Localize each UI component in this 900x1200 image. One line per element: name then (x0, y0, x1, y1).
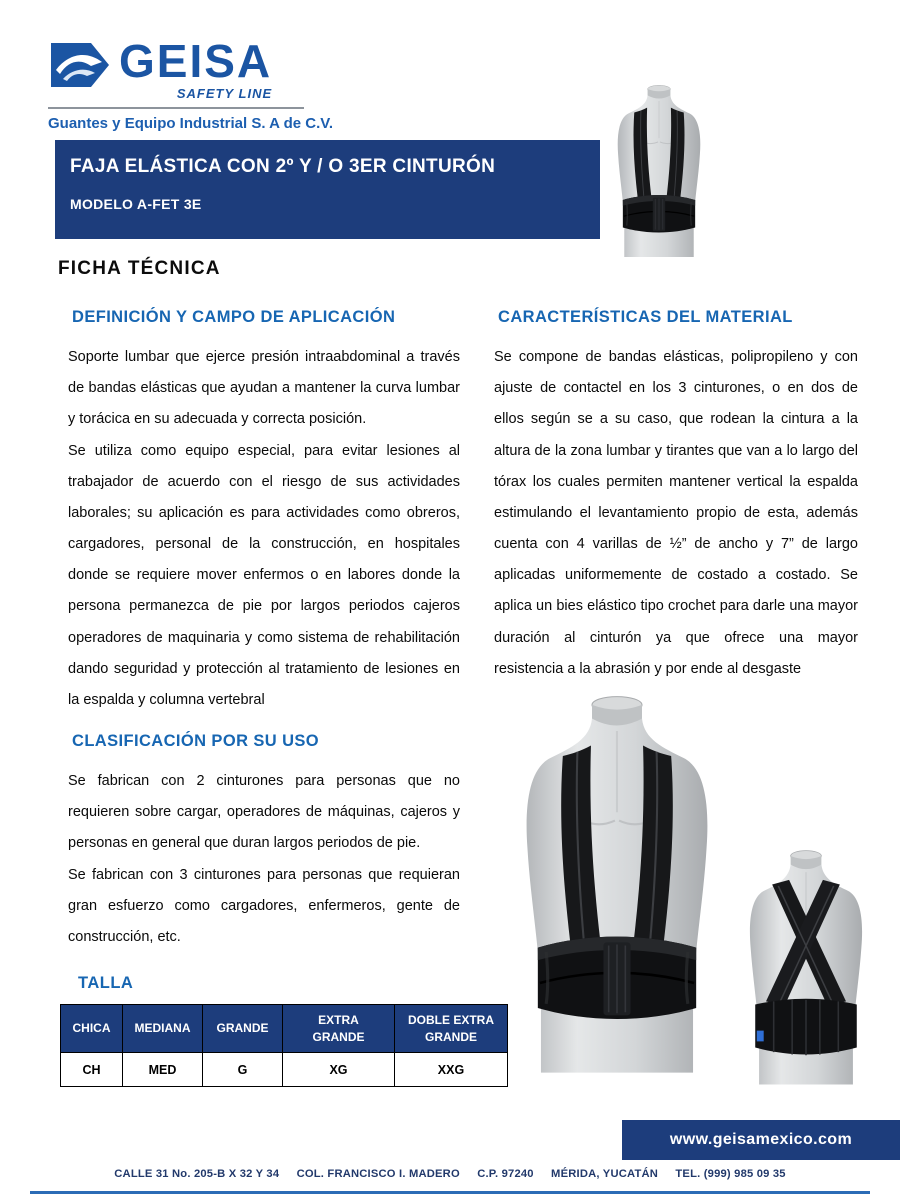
size-column-header-label: MEDIANA (134, 1021, 191, 1036)
material-heading: CARACTERÍSTICAS DEL MATERIAL (498, 308, 793, 326)
product-model: MODELO A-FET 3E (70, 196, 202, 212)
size-value-g: G (203, 1053, 283, 1087)
page-title: FICHA TÉCNICA (58, 258, 221, 279)
size-column-header-label: EXTRA GRANDE (312, 1013, 365, 1044)
brand-header (48, 35, 348, 132)
address-city: MÉRIDA, YUCATÁN (551, 1168, 659, 1180)
size-column-header-label: CHICA (72, 1021, 111, 1036)
address-postal-code: C.P. 97240 (477, 1168, 534, 1180)
size-value-xxg: XXG (395, 1053, 508, 1087)
size-column-header-grande (203, 1005, 283, 1053)
size-column-header-label: DOBLE EXTRA GRANDE (407, 1013, 494, 1044)
section-material (494, 308, 858, 685)
size-table (60, 1004, 508, 1087)
size-value-med: MED (123, 1053, 203, 1087)
product-title-banner (55, 140, 600, 239)
size-column-header-mediana (123, 1005, 203, 1053)
material-paragraph: Se compone de bandas elásticas, polipropileno y con ajuste de contactel en los 3 cinturones, o en dos de ellos según se a su caso, que rodean la cintura a la altura de la zona lumbar y tirantes que van a lo largo del tórax los cuales permiten mantener vertical la espalda estimulando el levantamiento propio de esta, además cuenta con 4 varillas de ½” de ancho y 7” de largo aplicadas uniformemente de costado a costado. Se aplica un bies elástico tipo crochet para darle una mayor duración al cinturón ya que ofrece una mayor resistencia a la abrasión y por ende al desgaste (494, 349, 858, 677)
brand-name: GEISA (119, 35, 273, 87)
address-line (0, 1168, 900, 1180)
product-photo-top-front-icon (598, 82, 720, 258)
section-classification (68, 732, 460, 953)
size-table-value-row (61, 1053, 508, 1087)
definition-paragraph-2: Se utiliza como equipo especial, para evitar lesiones al trabajador de acuerdo con el riesgo de sus actividades laborales; su aplicación es para actividades como obreros, cargadores, personal de la construcción, en hospitales donde se requiere mover enfermos o en labores donde la persona permanezca de pie por largos periodos cajeros operadores de maquinaria y como sistema de rehabilitación dando seguridad y protección al tratamiento de lesiones en la espalda y columna vertebral (68, 442, 460, 708)
product-photo-front-icon (492, 688, 742, 1076)
size-value-ch: CH (61, 1053, 123, 1087)
address-colonia: COL. FRANCISCO I. MADERO (296, 1168, 460, 1180)
brand-tagline: SAFETY LINE (176, 86, 273, 101)
product-photo-back-icon (726, 846, 886, 1086)
classification-heading: CLASIFICACIÓN POR SU USO (72, 732, 320, 750)
address-street: CALLE 31 No. 205-B X 32 Y 34 (114, 1168, 280, 1180)
sizes-heading: TALLA (78, 974, 134, 992)
address-phone: TEL. (999) 985 09 35 (675, 1168, 786, 1180)
geisa-logo-icon (48, 38, 112, 92)
logo-divider (48, 107, 304, 109)
definition-paragraph-1: Soporte lumbar que ejerce presión intraabdominal a través de bandas elásticas que ayudan a mantener la curva lumbar y torácica en su adecuada y correcta posición. (68, 349, 460, 428)
bottom-divider (30, 1191, 870, 1194)
brand-subtitle: Guantes y Equipo Industrial S. A de C.V. (48, 115, 334, 132)
size-column-header-chica (61, 1005, 123, 1053)
size-value-xg: XG (283, 1053, 395, 1087)
classification-paragraph-2: Se fabrican con 3 cinturones para personas que requieran gran esfuerzo como cargadores, enfermeros, gente de construcción, etc. (68, 866, 460, 945)
size-column-header-doble-extra-grande (395, 1005, 508, 1053)
size-column-header-label: GRANDE (216, 1021, 269, 1036)
section-definition (68, 308, 460, 716)
definition-heading: DEFINICIÓN Y CAMPO DE APLICACIÓN (72, 308, 396, 326)
classification-paragraph-1: Se fabrican con 2 cinturones para personas que no requieren sobre cargar, operadores de máquinas, cajeros y personas en general que duran largos periodos de pie. (68, 773, 460, 852)
size-table-header-row (61, 1005, 508, 1053)
website-link[interactable]: www.geisamexico.com (669, 1131, 853, 1148)
website-bar (622, 1120, 900, 1160)
product-title: FAJA ELÁSTICA CON 2º Y / O 3ER CINTURÓN (70, 156, 496, 177)
size-column-header-extra-grande (283, 1005, 395, 1053)
